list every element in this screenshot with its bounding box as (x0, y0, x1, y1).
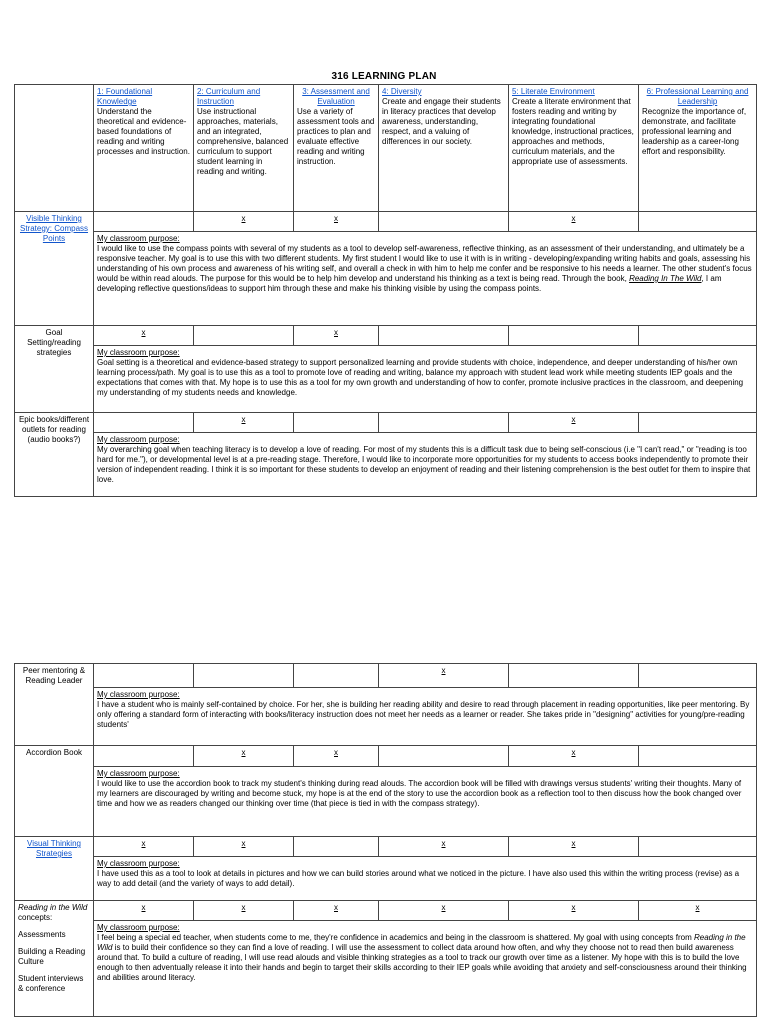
strategy-name: Epic books/different outlets for reading (audio books?) (18, 415, 90, 444)
strategy-name: Reading in the Wild concepts: (18, 903, 88, 922)
standard-4-mark (379, 326, 509, 346)
standard-1-mark (94, 212, 194, 232)
purpose-text: My overarching goal when teaching literacy is to develop a love of reading. For most of my students this is a difficult task due to being self-conscious (i.e "I can't read," or "reading is too hard for me."), or developmental level is at a pre-reading stage. Therefore, I would like to incorporate more opportunities for my students to access books independently to promote their version of independent reading. I think it is so important for these students to develop an enjoyment of reading and their listening comprehension is the best outlet for them to inspire that love. (97, 445, 751, 484)
standard-2-mark: x (194, 837, 294, 857)
standard-6-description: Recognize the importance of, demonstrate, and facilitate professional learning and leadership as a career-long effort and responsibility. (642, 107, 747, 156)
classroom-purpose-cell (94, 346, 757, 413)
purpose-label: My classroom purpose: (97, 348, 180, 357)
strategy-marks-row (15, 664, 757, 688)
purpose-label: My classroom purpose: (97, 234, 180, 243)
strategy-marks-row (15, 901, 757, 921)
standard-6-mark (639, 212, 757, 232)
standard-5-mark (509, 664, 639, 688)
strategy-purpose-row (15, 433, 757, 497)
concept-item: Building a Reading Culture (18, 947, 86, 966)
standard-5-mark: x (509, 413, 639, 433)
standard-1-mark: x (94, 326, 194, 346)
book-title: Reading in the Wild (97, 933, 746, 952)
strategy-purpose-row (15, 857, 757, 901)
standard-1-title-link[interactable]: 1: Foundational Knowledge (97, 87, 153, 106)
strategy-purpose-row (15, 767, 757, 837)
corner-cell (15, 85, 94, 212)
standard-4-title-link[interactable]: 4: Diversity (382, 87, 422, 96)
strategy-name-cell (15, 413, 94, 497)
standard-2-mark: x (194, 212, 294, 232)
strategy-purpose-row (15, 688, 757, 746)
standard-3-mark: x (294, 901, 379, 921)
page-title: 316 LEARNING PLAN (331, 71, 437, 82)
standard-2-mark: x (194, 746, 294, 767)
strategy-name: Peer mentoring & Reading Leader (22, 666, 86, 685)
standard-6-header (639, 85, 757, 212)
classroom-purpose-cell (94, 767, 757, 837)
book-title: Reading In The Wild (629, 274, 702, 283)
strategy-name-cell (15, 326, 94, 413)
classroom-purpose-cell (94, 688, 757, 746)
standard-3-description: Use a variety of assessment tools and practices to plan and evaluate effective reading and writing instruction. (297, 107, 375, 166)
purpose-label: My classroom purpose: (97, 690, 180, 699)
strategy-marks-row (15, 746, 757, 767)
standard-5-header (509, 85, 639, 212)
standard-1-mark (94, 413, 194, 433)
learning-plan-table-page-2 (14, 663, 757, 1017)
standard-1-mark (94, 664, 194, 688)
standard-1-description: Understand the theoretical and evidence-based foundations of reading and writing processes and instruction. (97, 107, 190, 156)
standard-5-mark: x (509, 212, 639, 232)
standard-3-mark: x (294, 746, 379, 767)
standard-3-title-link[interactable]: 3: Assessment and Evaluation (302, 87, 370, 106)
standard-6-mark: x (639, 901, 757, 921)
purpose-text: I would like to use the accordion book to track my student's thinking during read alouds. The accordion book will be filled with drawings versus students' writing their thoughts. Many of my learners are discouraged by writing and become stuck, my hope is at the end of the story to use the accordion book as a reflection tool to then discuss how the book changed over time and how we as readers changed our thinking over time (that piece is tied in with the compass strategy). (97, 779, 742, 808)
standard-4-header (379, 85, 509, 212)
purpose-text: Goal setting is a theoretical and evidence-based strategy to support personalized learning and provide students with choice, independence, and deeper understanding of his/her own learning process/path. My goal is to use this as a tool to promote love of reading and writing, balance my approach with student lead work while meeting students IEP goals and the expectations that comes with that. My hope is to use this as a tool for my own growth and understanding of how to confer, promote inclusive practices in the classroom, and deepening my understanding of my students needs and knowledge. (97, 358, 744, 397)
purpose-label: My classroom purpose: (97, 859, 180, 868)
standard-6-mark (639, 837, 757, 857)
strategy-name-link[interactable]: Visual Thinking Strategies (27, 839, 81, 858)
standard-6-mark (639, 413, 757, 433)
standard-2-mark (194, 326, 294, 346)
strategy-name-cell (15, 664, 94, 746)
standard-3-mark: x (294, 326, 379, 346)
standard-4-mark (379, 746, 509, 767)
standards-header-row (15, 85, 757, 212)
strategy-name-cell (15, 901, 94, 1017)
standard-4-mark (379, 212, 509, 232)
standard-2-description: Use instructional approaches, materials, and an integrated, comprehensive, balanced curriculum to support student learning in reading and writing. (197, 107, 289, 176)
strategy-marks-row (15, 413, 757, 433)
strategy-name-cell (15, 837, 94, 901)
concept-item: Student interviews & conference (18, 974, 84, 993)
concept-item: Assessments (18, 930, 66, 939)
purpose-text: I feel being a special ed teacher, when students come to me, they're confidence in academics and being in the classroom is shattered. My goal with using concepts from Reading in the Wild is to build their confidence so they can find a love of reading. I will use the assessment to collect data around how often, and why they choose not to read then build awareness around that. To build a culture of reading, I will use read alouds and visible thinking strategies as a tool to track our growth over time as a listener. My hope with this is to build the love enough to then adventually release it into their hands and begin to target their skills according to their IEP goals while avoiding that anxiety and self-consciousness around their thinking and abilities around literacy. (97, 933, 747, 982)
strategy-name-cell (15, 212, 94, 326)
purpose-label: My classroom purpose: (97, 923, 180, 932)
standard-5-mark (509, 326, 639, 346)
strategy-purpose-row (15, 232, 757, 326)
standard-1-mark: x (94, 901, 194, 921)
strategy-name-cell (15, 746, 94, 837)
standard-3-mark (294, 837, 379, 857)
standard-1-header (94, 85, 194, 212)
standard-5-mark: x (509, 746, 639, 767)
standard-1-mark (94, 746, 194, 767)
learning-plan-table-page-1 (14, 84, 757, 497)
standard-6-title-link[interactable]: 6: Professional Learning and Leadership (646, 87, 749, 106)
standard-4-mark (379, 413, 509, 433)
standard-3-header (294, 85, 379, 212)
standard-2-header (194, 85, 294, 212)
purpose-label: My classroom purpose: (97, 435, 180, 444)
standard-4-mark: x (379, 664, 509, 688)
strategy-name-link[interactable]: Visible Thinking Strategy: Compass Points (19, 214, 89, 243)
standard-2-mark: x (194, 413, 294, 433)
strategy-purpose-row (15, 921, 757, 1017)
standard-6-mark (639, 746, 757, 767)
purpose-text: I would like to use the compass points with several of my students as a tool to develop self-awareness, reflective thinking, as an assessment of their understanding, and ultimately be a responsive teacher. My goal is to use this with two different students. My first student I would like to use it with is in writing - developing/expanding writing habits and goals, assessing his understanding of his own process and awareness of his writing self, and overall a check in with him to help me confer and be responsive to his needs a learner. The other student's focus would be within read alouds. The purpose for this would be to help him develop and understand his thinking as a text is being read. Through the book, Reading In The Wild, I am developing reflective questions/ideas to support him through these and make his thinking visible by using the compass points. (97, 244, 752, 293)
standard-5-mark: x (509, 901, 639, 921)
classroom-purpose-cell (94, 857, 757, 901)
standard-3-mark (294, 413, 379, 433)
strategy-marks-row (15, 326, 757, 346)
standard-2-mark (194, 664, 294, 688)
strategy-marks-row (15, 837, 757, 857)
strategy-marks-row (15, 212, 757, 232)
standard-6-mark (639, 664, 757, 688)
strategy-name: Accordion Book (25, 748, 83, 757)
standard-6-mark (639, 326, 757, 346)
standard-2-mark: x (194, 901, 294, 921)
standard-5-mark: x (509, 837, 639, 857)
standard-4-mark: x (379, 901, 509, 921)
strategy-name: Goal Setting/reading strategies (27, 328, 81, 357)
purpose-text: I have used this as a tool to look at details in pictures and how we can build stories around what we noticed in the picture. I have also used this within the writing process (revise) as a way to add detail (and the variety of ways to add detail). (97, 869, 740, 888)
standard-5-title-link[interactable]: 5: Literate Environment (512, 87, 595, 96)
purpose-label: My classroom purpose: (97, 769, 180, 778)
standard-1-mark: x (94, 837, 194, 857)
strategy-purpose-row (15, 346, 757, 413)
classroom-purpose-cell (94, 232, 757, 326)
standard-3-mark (294, 664, 379, 688)
classroom-purpose-cell (94, 433, 757, 497)
standard-4-description: Create and engage their students in literacy practices that develop awareness, understanding, respect, and a valuing of differences in our society. (382, 97, 501, 146)
standard-5-description: Create a literate environment that fosters reading and writing by integrating foundational knowledge, instructional practices, approaches and methods, curriculum materials, and the appropriate use of assessments. (512, 97, 634, 166)
purpose-text: I have a student who is mainly self-contained by choice. For her, she is building her reading ability and desire to read through placement in reading opportunities, like peer mentoring. By only offering a standard form of interacting with books/literacy instruction does not meet her needs as a learner or reader. She takes pride in "designing" activities for young/pre-reading students' (97, 700, 750, 729)
classroom-purpose-cell (94, 921, 757, 1017)
standard-3-mark: x (294, 212, 379, 232)
standard-2-title-link[interactable]: 2: Curriculum and Instruction (197, 87, 261, 106)
standard-4-mark: x (379, 837, 509, 857)
